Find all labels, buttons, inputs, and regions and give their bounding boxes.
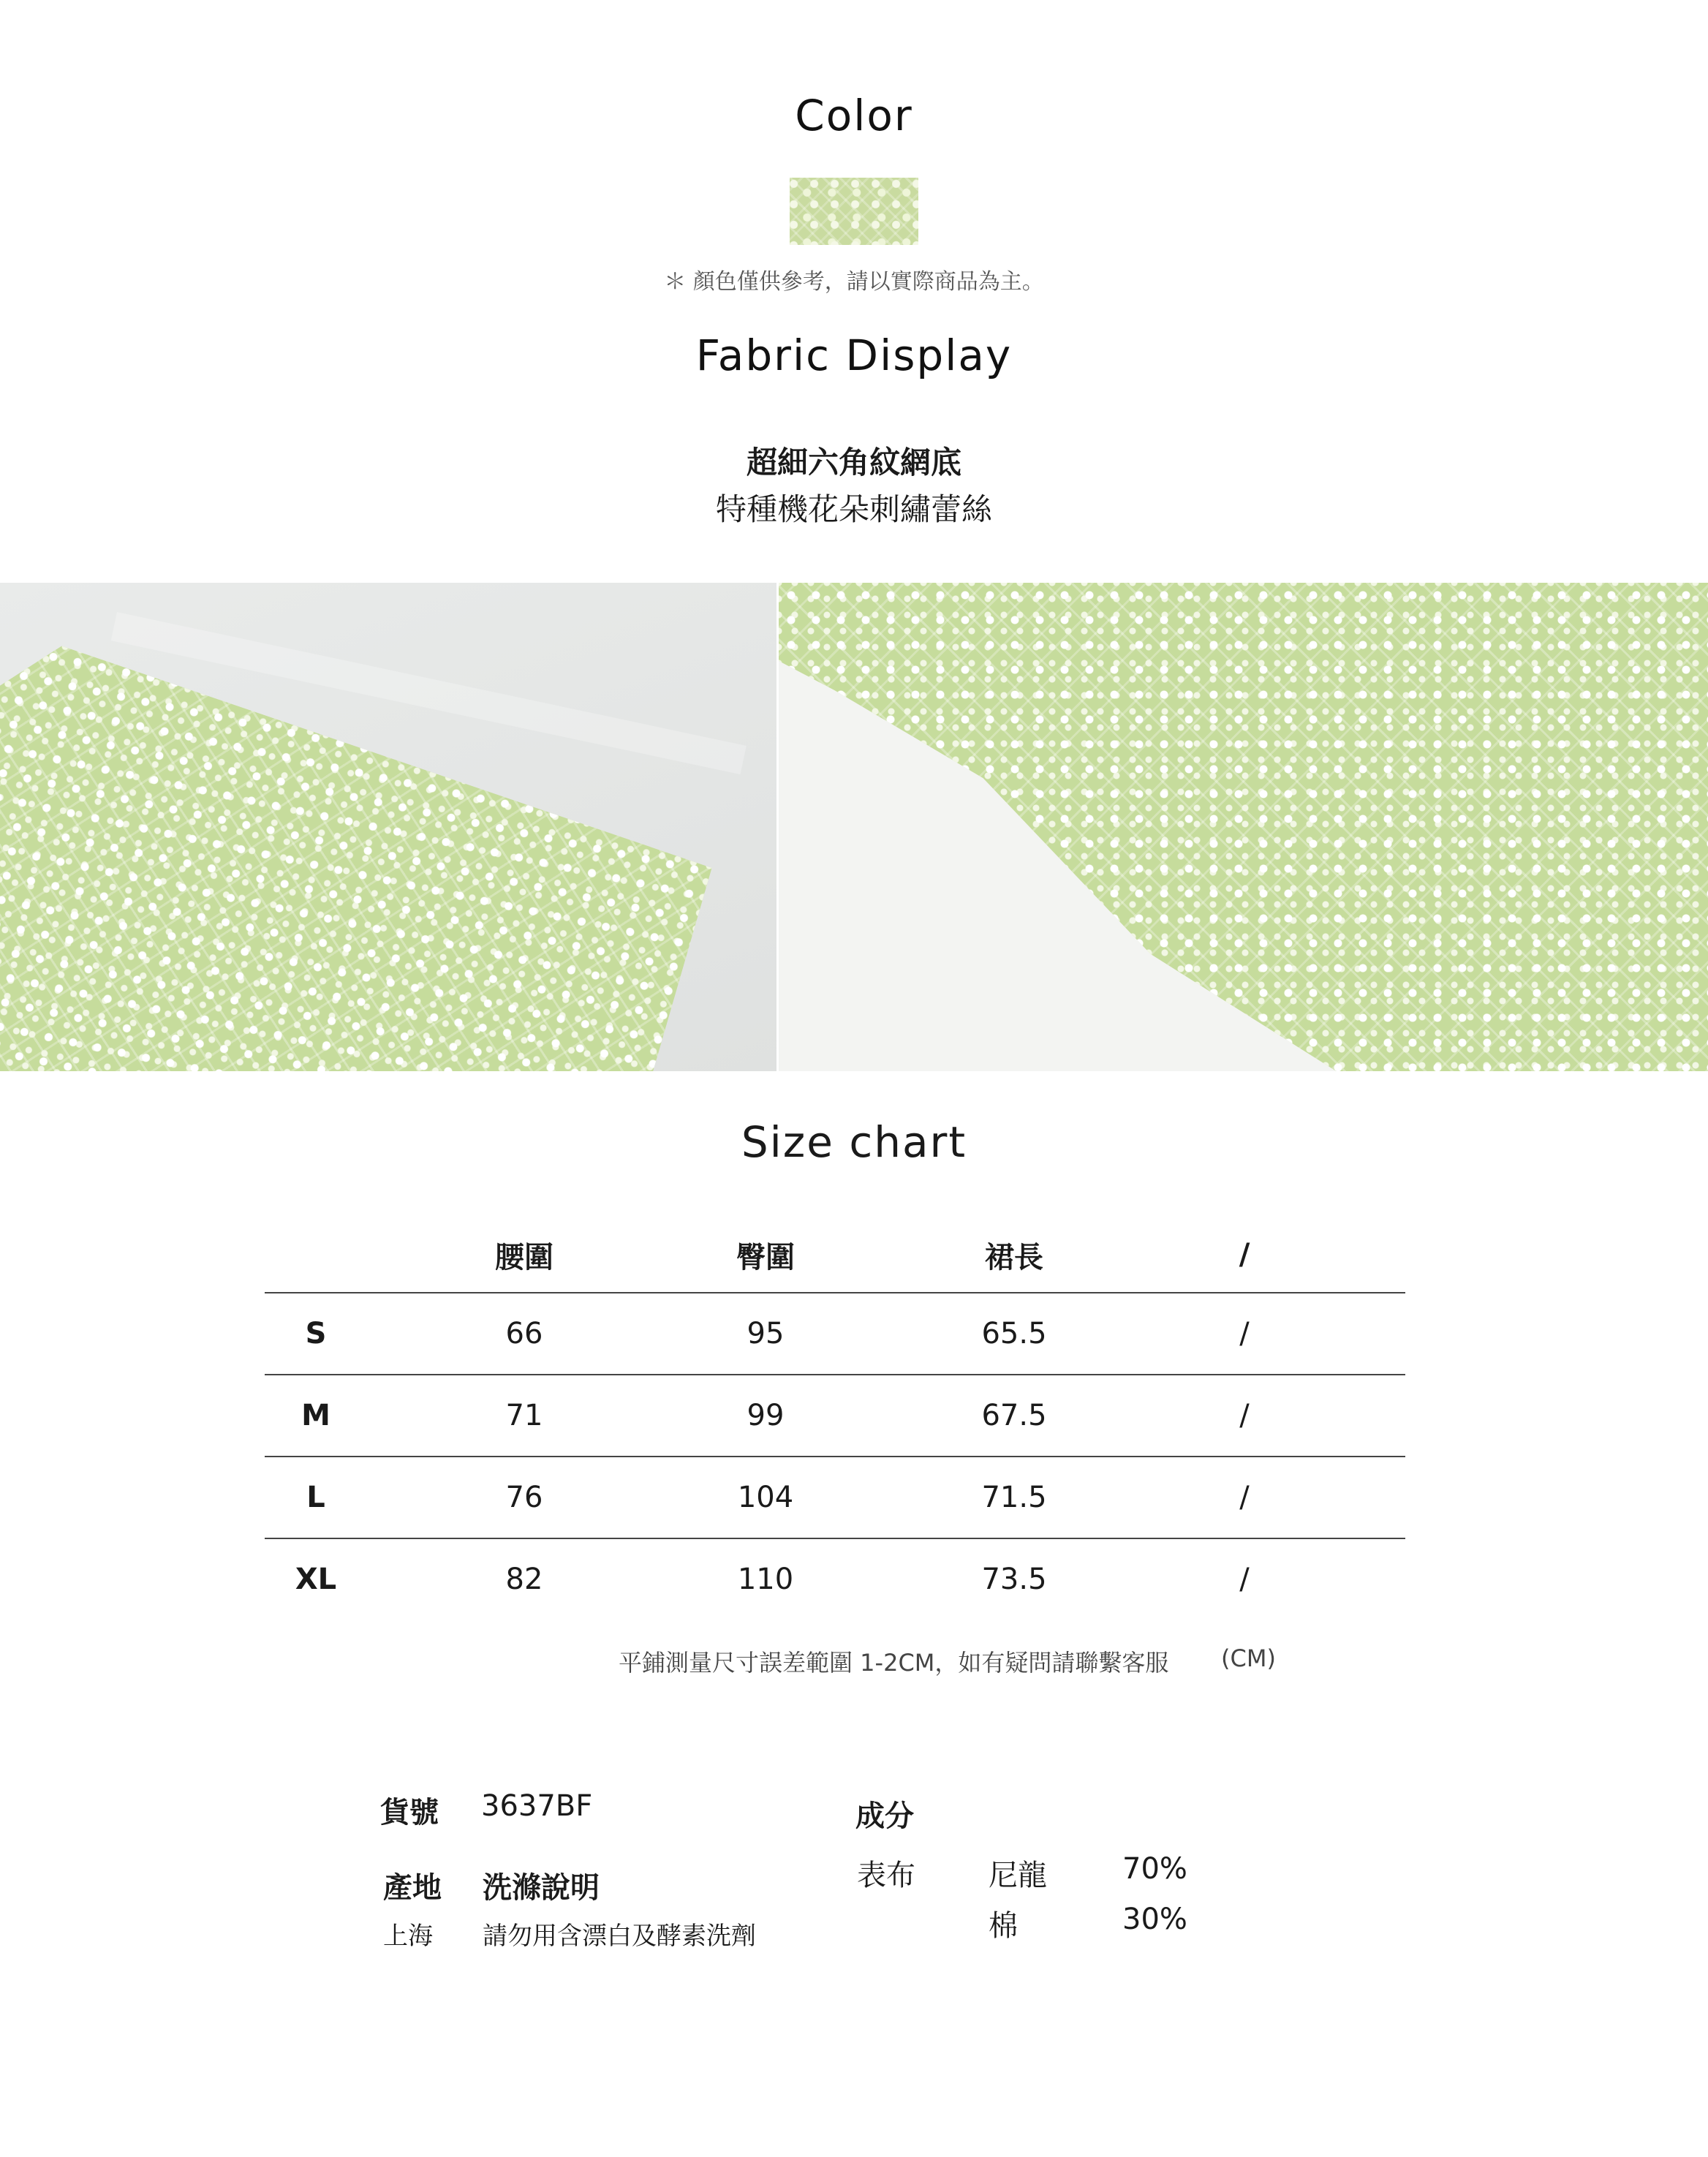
size-label: L [306,1481,325,1514]
fabric-label: 表布 [857,1859,915,1892]
size-label: XL [295,1563,337,1596]
waist-value: 82 [505,1563,543,1596]
fabric-line-2: 特種機花朵刺繡蕾絲 [715,491,992,527]
fabric-photo-skirt [0,583,776,1071]
header-hip: 臀圍 [736,1240,795,1274]
fabric-photo-closeup [779,583,1708,1071]
color-swatch[interactable] [790,178,918,245]
other-value: / [1239,1399,1250,1432]
material-name: 棉 [989,1909,1018,1943]
table-row [265,1375,1405,1457]
length-value: 71.5 [981,1481,1047,1514]
table-row [265,1539,1405,1620]
other-value: / [1239,1481,1250,1514]
other-value: / [1239,1563,1250,1596]
size-label: S [305,1317,327,1351]
color-title: Color [795,91,913,140]
care-label: 洗滌說明 [483,1871,600,1905]
closeup-lace-shape [779,583,1708,1071]
length-value: 67.5 [981,1399,1047,1432]
header-other: / [1239,1238,1250,1272]
waist-value: 71 [505,1399,543,1432]
origin-value: 上海 [383,1922,433,1951]
length-value: 65.5 [981,1317,1047,1351]
care-value: 請勿用含漂白及酵素洗劑 [483,1922,756,1951]
header-waist: 腰圍 [495,1240,553,1274]
hip-value: 95 [747,1317,785,1351]
size-table-unit: (CM) [1221,1644,1276,1672]
size-table [265,1217,1405,1620]
length-value: 73.5 [981,1563,1047,1596]
waist-value: 76 [505,1481,543,1514]
sku-value: 3637BF [481,1789,593,1823]
other-value: / [1239,1317,1250,1351]
header-size [265,1217,367,1292]
size-table-note: 平鋪測量尺寸誤差範圍 1-2CM，如有疑問請聯繫客服 [619,1649,1169,1677]
color-note: ＊ 顏色僅供參考，請以實際商品為主。 [664,269,1044,295]
table-row [265,1293,1405,1375]
hip-value: 99 [747,1399,785,1432]
table-row [265,1457,1405,1539]
size-label: M [301,1399,330,1432]
fabric-title: Fabric Display [695,330,1013,380]
hip-value: 104 [737,1481,794,1514]
size-chart-title: Size chart [741,1117,967,1167]
waist-value: 66 [505,1317,543,1351]
material-percent: 30% [1122,1903,1187,1936]
material-name: 尼龍 [989,1859,1047,1892]
header-length: 裙長 [985,1240,1043,1274]
size-table-header [265,1217,1405,1293]
fabric-line-1: 超細六角紋網底 [746,445,961,480]
origin-label: 產地 [383,1871,442,1905]
sku-label: 貨號 [380,1796,439,1829]
composition-label: 成分 [855,1799,914,1833]
material-percent: 70% [1122,1852,1187,1886]
hip-value: 110 [737,1563,794,1596]
